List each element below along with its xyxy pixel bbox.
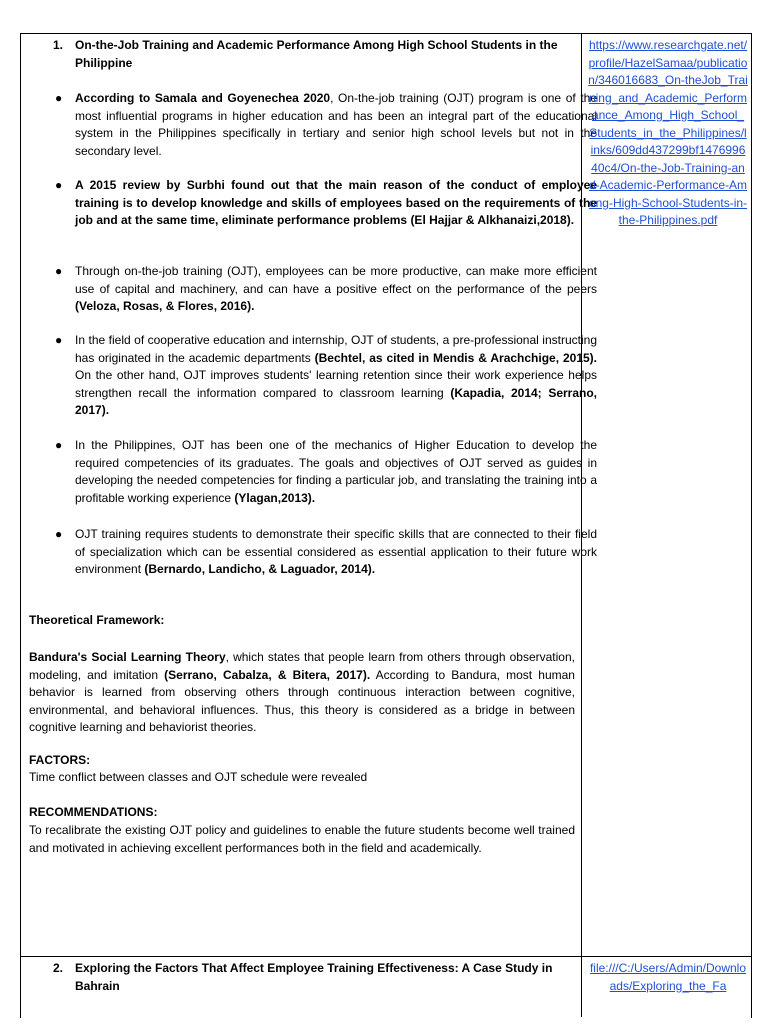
- bullet-text-bold: According to Samala and Goyenechea 2020: [75, 91, 331, 105]
- bullet-lead: A 2015 review by Surbhi found out that the main reason of the conduct of employee training is to develop knowledge and skills of employees based on the requirements of the job and at the same time, eliminate performance problems: [75, 178, 597, 227]
- entry-content-cell: [21, 957, 582, 1017]
- bullet-icon: ●: [55, 178, 63, 192]
- table-row: [21, 34, 751, 957]
- recommendations-heading: RECOMMENDATIONS:: [29, 805, 158, 819]
- theory-citation: (Serrano, Cabalza, & Bitera, 2017).: [164, 667, 371, 682]
- recommendations-text: To recalibrate the existing OJT policy and guidelines to enable the future students become well trained and motivated in achieving excellent performances both in the field and academically.: [29, 823, 575, 855]
- factors-heading: FACTORS:: [29, 753, 91, 767]
- list-item: [53, 90, 597, 160]
- bullet-citation: (Veloza, Rosas, & Flores, 2016).: [75, 299, 255, 313]
- theoretical-framework-heading: Theoretical Framework:: [29, 613, 165, 627]
- bullet-citation: (Kapadia, 2014; Serrano, 2017).: [75, 385, 598, 417]
- source-link[interactable]: https://www.researchgate.net/profile/HazelSamaa/publication/346016683_On-theJob_Training_and_Academic_Performance_Among_High_School_Students_in_the_Philippines/links/609dd437299bf147699640c4/On-the-Job-Training-and-Academic-Performance-Among-High-School-Students-in-the-Philippines.pdf: [588, 38, 748, 227]
- entry-content-cell: [21, 34, 598, 956]
- bullet-citation: (El Hajjar & Alkhanaizi,2018).: [410, 213, 575, 227]
- bullet-icon: ●: [55, 333, 63, 347]
- bullet-text: In the Philippines, OJT has been one of the mechanics of Higher Education to develop the required competencies of its graduates. The goals and objectives of OJT served as guides in developing the needed competencies for finding a particular job, and translating the training into a profitable working experience: [75, 438, 597, 505]
- theory-text: , which states that people learn from others through observation, modeling, and imitation: [29, 650, 575, 682]
- bullet-text: Through on-the-job training (OJT), employees can be more productive, can make more efficient use of capital and machinery, and can have a positive effect on the performance of the peers: [75, 264, 597, 296]
- list-item: [53, 437, 597, 507]
- list-item: [53, 263, 597, 316]
- theory-paragraph: [29, 649, 575, 737]
- document-table: [20, 33, 752, 1018]
- bullet-citation: (Bernardo, Landicho, & Laguador, 2014).: [144, 562, 376, 576]
- bullet-icon: ●: [55, 438, 63, 452]
- bullet-text: , On-the-job training (OJT) program is one of the most influential programs in higher education and has been an integral part of the educational system in the Philippines specifically in tertiary and senior high school levels but not in the secondary level.: [75, 91, 597, 158]
- list-item: [53, 526, 597, 579]
- entry-number: 2.: [53, 961, 64, 975]
- factors-text: Time conflict between classes and OJT schedule were revealed: [29, 770, 368, 784]
- bullet-icon: ●: [55, 91, 63, 105]
- bullet-citation: (Ylagan,2013).: [234, 490, 316, 505]
- bullet-text: OJT training requires students to demonstrate their specific skills that are connected to their field of specialization which can be essential considered as essential application to their future work environment: [75, 527, 597, 576]
- entry-link-cell: [582, 34, 751, 956]
- bullet-icon: ●: [55, 527, 63, 541]
- entry-title: [53, 37, 595, 72]
- list-item: [53, 332, 597, 420]
- bullet-text: In the field of cooperative education and internship, OJT of students, a pre-professional instructing has originated in the academic departments: [75, 333, 597, 365]
- entry-link-cell: [582, 957, 751, 1017]
- entry-title: [53, 960, 595, 995]
- entry-title-text: Exploring the Factors That Affect Employee Training Effectiveness: A Case Study in Bahrain: [75, 961, 553, 993]
- theory-text: According to Bandura, most human behavior is learned from observing others through continuous interaction between cognitive, environmental, and behavioral influences. Thus, this theory is considered as a bridge in between cognitive learning and behaviorist theories.: [29, 667, 575, 734]
- entry-number: 1.: [53, 38, 64, 52]
- theory-name: Bandura's Social Learning Theory: [29, 650, 226, 664]
- table-row: [21, 957, 751, 1017]
- source-link[interactable]: file:///C:/Users/Admin/Downloads/Exploring_the_Fa: [589, 961, 747, 993]
- bullet-icon: ●: [55, 264, 63, 278]
- entry-title-text: On-the-Job Training and Academic Performance Among High School Students in the Philippine: [75, 38, 558, 70]
- bullet-text: On the other hand, OJT improves students' learning retention since their work experience helps strengthen recall the information compared to classroom learning: [75, 368, 597, 400]
- list-item: [53, 177, 597, 230]
- bullet-citation: (Bechtel, as cited in Mendis & Arachchige, 2015).: [314, 350, 597, 365]
